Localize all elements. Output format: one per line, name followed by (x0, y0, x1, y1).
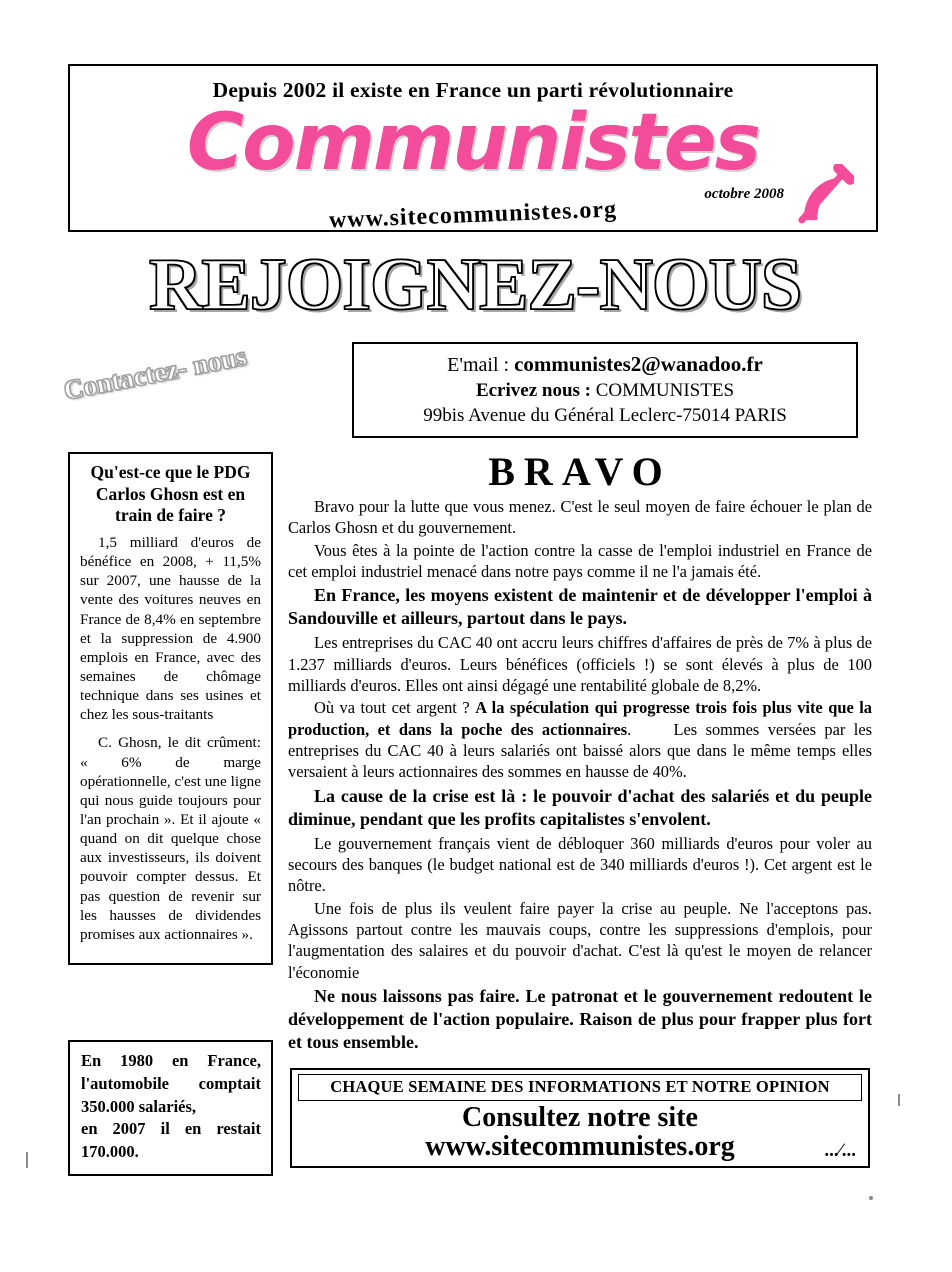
article-paragraph-8: Une fois de plus ils veulent faire payer la crise au peuple. Ne l'acceptons pas. Agissons partout contre les mauvais coups, contre les suppressions d'emplois, pour l'augmentation des salaires et du pouvoir d'achat. C'est là qu'est le moyen de relancer l'économie (288, 898, 872, 982)
contact-email-address[interactable]: communistes2@wanadoo.fr (514, 352, 763, 376)
footer-banner: CHAQUE SEMAINE DES INFORMATIONS ET NOTRE OPINION (298, 1074, 862, 1101)
article-paragraph-7: Le gouvernement français vient de débloquer 360 milliards d'euros pour voler au secours des banques (le budget national est de 340 milliards d'euros !). Cet argent est le nôtre. (288, 833, 872, 896)
sidebar-stat-line-2: en 2007 il en restait 170.000. (81, 1119, 261, 1162)
contact-box (352, 342, 858, 438)
contact-email-line (354, 352, 856, 377)
hammer-sickle-icon (796, 164, 854, 226)
write-label: Ecrivez nous : (475, 380, 591, 401)
organisation-name: COMMUNISTES (595, 380, 735, 401)
footer-consult-line: Consultez notre site (462, 1102, 698, 1133)
contact-write-line (354, 380, 856, 402)
scan-artifact-edge (898, 1094, 900, 1106)
article-p5-bold: A la spéculation qui progresse trois fois plus vite que la production, et dans la poche des actionnaires (288, 698, 872, 739)
article-p5-tail: Les sommes versées par les entreprises du CAC 40 à leurs salariés ont baissé alors que dans le même temps elles versaient à leurs actionnaires des sommes en hausse de 40%. (288, 719, 872, 782)
article-paragraph-9: Ne nous laissons pas faire. Le patronat et le gouvernement redoutent le développement de l'action populaire. Raison de plus pour frapper plus fort et tous ensemble. (288, 986, 872, 1053)
contact-us-label: Contactez- nous (61, 340, 249, 406)
masthead (68, 64, 878, 232)
masthead-tagline: Depuis 2002 il existe en France un parti révolutionnaire (212, 78, 734, 102)
masthead-website-url: www.sitecommunistes.org (328, 196, 618, 234)
scan-artifact-right (869, 1196, 873, 1200)
masthead-title: Communistes (186, 98, 760, 188)
article-title: BRAVO (488, 449, 672, 494)
footer-website-url[interactable]: www.sitecommunistes.org (425, 1131, 735, 1163)
footer-continuation-mark: ...∕... (824, 1140, 856, 1161)
footer-box (290, 1068, 870, 1168)
sidebar-stats-box (68, 1040, 273, 1176)
sidebar-paragraph-1: 1,5 milliard d'euros de bénéfice en 2008, + 11,5% sur 2007, une hausse de la vente des voitures neuves en France de 8,4% en septembre et la suppression de 4.900 emplois en France, avec des semaines de chômage technique dans ses usines et chez les sous-traitants (80, 534, 261, 724)
article-paragraph-5: Où va tout cet argent ? A la spéculation qui progresse trois fois plus vite que la production, et dans la poche des actionnaires. Les sommes versées par les entreprises du CAC 40 à leurs salariés ont baissé alors que dans le même temps elles versaient à leurs actionnaires des sommes en hausse de 40%. (288, 698, 872, 782)
article-body (288, 496, 872, 1056)
article-paragraph-1: Bravo pour la lutte que vous menez. C'est le seul moyen de faire échouer le plan de Carlos Ghosn et du gouvernement. (288, 497, 872, 538)
contact-address: 99bis Avenue du Général Leclerc-75014 PARIS (423, 405, 787, 426)
article-paragraph-3: En France, les moyens existent de maintenir et de développer l'emploi à Sandouville et ailleurs, partout dans le pays. (288, 585, 872, 629)
page-title: REJOIGNEZ-NOUS (148, 244, 802, 326)
article-paragraph-2: Vous êtes à la pointe de l'action contre la casse de l'emploi industriel en France de cet emploi industriel menacé dans notre pays comme il ne l'a jamais été. (288, 540, 872, 581)
article-paragraph-4: Les entreprises du CAC 40 ont accru leurs chiffres d'affaires de près de 7% à plus de 1.237 milliards d'euros. Leurs bénéfices (officiels !) se sont élevés à plus de 100 milliards d'euros. Elles ont ainsi dégagé une rentabilité globale de 8,2%. (288, 633, 872, 696)
article-p5-lead: Où va tout cet argent ? (314, 698, 470, 718)
sidebar-ghosn-box (68, 452, 273, 965)
sidebar-paragraph-2: C. Ghosn, le dit crûment: « 6% de marge opérationnelle, c'est une ligne qui nous guide toujours pour l'an prochain ». Et il ajoute « quand on dit quelque chose aux investisseurs, ils doivent pouvoir compter dessus. Et pas question de revenir sur les hausses de dividendes promises aux actionnaires ». (80, 734, 261, 943)
article-paragraph-6: La cause de la crise est là : le pouvoir d'achat des salariés et du peuple diminue, pendant que les profits capitalistes s'envolent. (288, 785, 872, 829)
email-label: E'mail : (447, 354, 510, 376)
scan-artifact-left (26, 1152, 28, 1168)
sidebar-stat-line-1: En 1980 en France, l'automobile comptait 350.000 salariés, (81, 1051, 261, 1116)
masthead-date: octobre 2008 (704, 186, 784, 202)
sidebar-title: Qu'est-ce que le PDG Carlos Ghosn est en train de faire ? (90, 462, 251, 526)
